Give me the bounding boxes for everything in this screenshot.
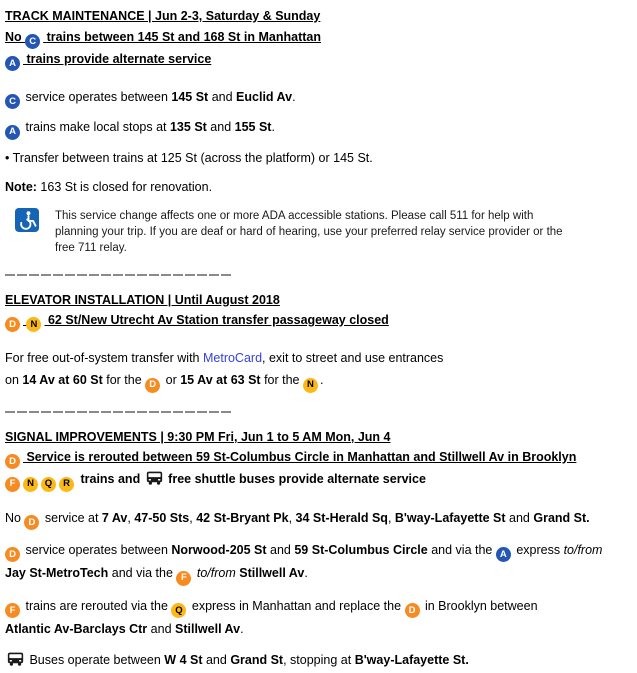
text-segment: . (240, 621, 244, 636)
text-segment: express in Manhattan and replace the (188, 598, 405, 613)
subway-line-bullet-C: C (5, 94, 20, 109)
text-segment: trains between 145 St and 168 St in Manhattan (43, 29, 321, 44)
text-segment: Note: (5, 179, 37, 194)
advisory-paragraph (5, 116, 633, 139)
advisory-heading-line (5, 447, 633, 469)
text-segment: . (271, 120, 275, 135)
text-segment: to/from (196, 566, 236, 581)
subway-line-bullet-A: A (5, 56, 20, 71)
text-segment: or (162, 373, 181, 388)
text-segment: TRACK MAINTENANCE | Jun 2-3, Saturday & Sunday (5, 9, 321, 23)
text-segment: Service is rerouted between 59 St-Columbus Circle in Manhattan and Stillwell Av in Brooklyn (23, 450, 577, 464)
text-segment: express (512, 543, 564, 557)
subway-line-bullet-A: A (496, 547, 511, 562)
text-segment: and (147, 621, 175, 636)
text-segment: service operates between (22, 543, 172, 557)
section-divider (5, 274, 233, 276)
text-segment: W 4 St (164, 652, 203, 667)
subway-line-bullet-C: C (25, 34, 40, 49)
advisory-paragraph (5, 507, 633, 530)
signal-improvements-content (5, 427, 633, 673)
text-segment: free shuttle buses provide alternate service (164, 472, 426, 487)
advisory-paragraph (5, 86, 633, 109)
track-maintenance-content (5, 6, 633, 198)
shuttle-bus-icon (7, 651, 24, 673)
text-segment: trains provide alternate service (23, 51, 212, 66)
shuttle-bus-icon (146, 471, 163, 492)
advisory-paragraph (5, 595, 633, 640)
text-segment: Euclid Av (236, 90, 293, 104)
text-segment: 145 St (171, 90, 209, 104)
elevator-installation-content (5, 290, 633, 393)
text-segment: 7 Av (101, 510, 128, 525)
text-segment: 42 St-Bryant Pk (196, 510, 289, 525)
text-segment: Buses operate between (26, 652, 165, 667)
subway-line-bullet-Q: Q (41, 477, 56, 492)
text-segment: No (5, 29, 26, 44)
subway-line-bullet-D: D (5, 547, 20, 562)
text-segment: and (208, 90, 237, 104)
text-segment: 155 St (234, 120, 272, 135)
advisory-heading-line (5, 427, 633, 448)
section-track-maintenance (5, 6, 633, 256)
text-segment: SIGNAL IMPROVEMENTS | 9:30 PM Fri, Jun 1 to 5 AM Mon, Jun 4 (5, 429, 391, 444)
subway-line-bullet-N: N (26, 317, 41, 332)
subway-line-bullet-A: A (5, 125, 20, 140)
subway-line-bullet-D: D (24, 515, 39, 530)
text-segment: Stillwell Av (239, 566, 305, 581)
metrocard-link[interactable]: MetroCard (202, 351, 263, 366)
subway-line-bullet-F: F (5, 603, 20, 618)
subway-line-bullet-Q: Q (171, 603, 186, 618)
text-segment: Grand St. (533, 510, 590, 525)
text-segment: Stillwell Av (175, 621, 241, 636)
text-segment: No (5, 510, 25, 525)
text-segment: and (202, 652, 231, 667)
text-segment: and (266, 543, 295, 557)
wheelchair-accessible-icon (15, 208, 39, 232)
text-segment: trains and (77, 472, 144, 487)
advisory-paragraph (5, 147, 633, 169)
subway-line-bullet-D: D (145, 378, 160, 393)
subway-line-bullet-D: D (5, 454, 20, 469)
text-segment: Norwood-205 St (171, 543, 267, 557)
section-signal-improvements (5, 427, 633, 673)
subway-line-bullet-D: D (405, 603, 420, 618)
subway-line-bullet-N: N (303, 378, 318, 393)
text-segment: . (292, 90, 296, 104)
advisory-paragraph (5, 649, 633, 673)
text-segment: . (319, 373, 324, 388)
text-segment: for the (260, 373, 303, 388)
text-segment: B'way-Lafayette St (394, 510, 506, 525)
text-segment: on (5, 373, 23, 388)
subway-line-bullet-R: R (59, 477, 74, 492)
text-segment: Jay St-MetroTech (5, 566, 109, 581)
ada-notice (15, 208, 633, 256)
text-segment: , (127, 510, 135, 525)
text-segment: 34 St-Herald Sq (295, 510, 388, 525)
text-segment: , exit to street and use entrances (262, 351, 444, 366)
text-segment: and (505, 510, 534, 525)
advisory-heading-line (5, 6, 633, 27)
text-segment: 59 St-Columbus Circle (294, 543, 428, 557)
text-segment: For free out-of-system transfer with (5, 351, 203, 366)
section-heading-group (5, 6, 633, 71)
section-heading-group (5, 290, 633, 333)
advisory-paragraph (5, 347, 633, 392)
text-segment: trains are rerouted via the (22, 598, 172, 613)
text-segment: , (387, 510, 395, 525)
text-segment: Grand St (230, 652, 284, 667)
section-elevator-installation (5, 290, 633, 393)
ada-notice-text: This service change affects one or more ADA accessible stations. Please call 511 for help with planning your trip. If you are deaf or hard of hearing, use your preferred relay service provider or the free 711 relay. (55, 209, 563, 254)
advisory-paragraph (5, 176, 633, 198)
text-segment: , (288, 510, 296, 525)
section-heading-group (5, 427, 633, 492)
subway-line-bullet-D: D (5, 317, 20, 332)
text-segment: , stopping at (283, 652, 355, 667)
text-segment: service at (41, 510, 102, 525)
text-segment: 163 St is closed for renovation. (36, 179, 213, 194)
text-segment: ELEVATOR INSTALLATION | Until August 2018 (5, 292, 280, 307)
subway-line-bullet-F: F (176, 571, 191, 586)
text-segment: 62 St/New Utrecht Av Station transfer passageway closed (44, 313, 389, 327)
advisory-heading-line (5, 469, 633, 492)
text-segment: 15 Av at 63 St (180, 373, 261, 388)
text-segment: 135 St (169, 120, 207, 135)
advisory-heading-line (5, 27, 633, 49)
text-segment: . (304, 566, 308, 581)
advisory-heading-line (5, 310, 633, 332)
text-segment: and via the (427, 543, 496, 557)
text-segment: and (206, 120, 235, 135)
text-segment: B'way-Lafayette St. (354, 652, 469, 667)
text-segment: , (189, 510, 197, 525)
text-segment: trains make local stops at (22, 120, 170, 135)
text-segment: in Brooklyn between (421, 598, 538, 613)
subway-line-bullet-N: N (23, 477, 38, 492)
text-segment: and via the (108, 566, 177, 581)
text-segment: to/from (563, 543, 603, 557)
text-segment: Atlantic Av-Barclays Ctr (5, 621, 148, 636)
text-segment: service operates between (22, 90, 172, 104)
text-segment: 47-50 Sts (134, 510, 190, 525)
advisory-heading-line (5, 290, 633, 311)
subway-line-bullet-F: F (5, 477, 20, 492)
section-divider (5, 411, 233, 413)
text-segment: 14 Av at 60 St (22, 373, 103, 388)
advisory-heading-line (5, 49, 633, 71)
text-segment: for the (102, 373, 146, 388)
advisory-paragraph (5, 539, 633, 586)
text-segment: • Transfer between trains at 125 St (across the platform) or 145 St. (5, 150, 373, 165)
